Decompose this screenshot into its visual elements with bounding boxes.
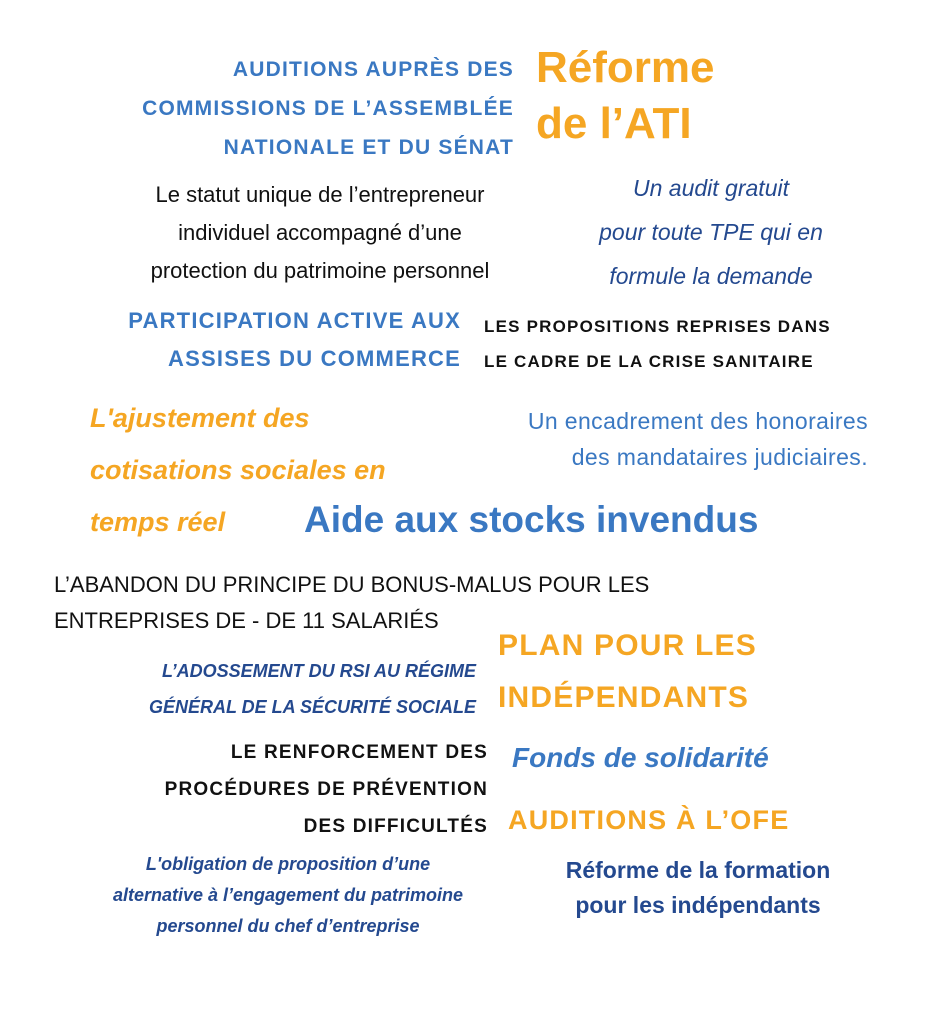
statut-unique-text <box>100 176 540 290</box>
renforcement-procedures-text <box>165 734 488 845</box>
text-line: formule la demande <box>609 263 813 289</box>
obligation-proposition-text <box>60 849 516 942</box>
text-line: ENTREPRISES DE - DE 11 SALARIÉS <box>54 608 439 633</box>
text-line: AUDITIONS AUPRÈS DES <box>232 58 514 81</box>
text-line: L’ABANDON DU PRINCIPE DU BONUS-MALUS POUR LES <box>54 572 650 597</box>
text-line: PROCÉDURES DE PRÉVENTION <box>164 779 488 800</box>
text-line: ASSISES DU COMMERCE <box>168 346 461 371</box>
adossement-rsi-text <box>149 653 476 725</box>
text-line: Le statut unique de l’entrepreneur <box>155 182 485 207</box>
text-line: Réforme <box>536 43 715 92</box>
propositions-crise-text <box>484 309 831 379</box>
text-line: GÉNÉRAL DE LA SÉCURITÉ SOCIALE <box>148 697 476 717</box>
aide-stocks-text: Aide aux stocks invendus <box>304 499 759 540</box>
text-line: NATIONALE ET DU SÉNAT <box>223 136 514 159</box>
text-line: alternative à l’engagement du patrimoine <box>112 885 464 905</box>
text-line: L'obligation de proposition d’une <box>145 854 431 874</box>
text-line: DES DIFFICULTÉS <box>303 816 488 837</box>
text-line: des mandataires judiciaires. <box>571 444 868 470</box>
text-line: L'ajustement des <box>90 403 310 433</box>
text-line: Réforme de la formation <box>565 857 831 883</box>
encadrement-honoraires-text <box>528 403 868 475</box>
text-line: de l’ATI <box>536 99 692 148</box>
reforme-formation-text <box>510 853 886 923</box>
text-line: personnel du chef d’entreprise <box>156 916 420 936</box>
text-line: PLAN POUR LES <box>498 629 757 662</box>
text-line: LE RENFORCEMENT DES <box>230 742 488 763</box>
text-line: individuel accompagné d’une <box>178 220 462 245</box>
auditions-ofe-text: AUDITIONS À L’OFE <box>508 805 790 835</box>
text-line: LE CADRE DE LA CRISE SANITAIRE <box>484 352 814 371</box>
fonds-solidarite-text: Fonds de solidarité <box>512 742 769 773</box>
text-line: L’ADOSSEMENT DU RSI AU RÉGIME <box>161 661 476 681</box>
text-line: temps réel <box>90 507 226 537</box>
text-line: PARTICIPATION ACTIVE AUX <box>128 308 461 333</box>
reforme-ati-text <box>536 40 715 152</box>
text-line: COMMISSIONS DE L’ASSEMBLÉE <box>142 97 514 120</box>
auditions-commissions-text <box>142 50 514 167</box>
text-line: Un encadrement des honoraires <box>527 408 868 434</box>
text-line: pour les indépendants <box>575 892 821 918</box>
text-line: INDÉPENDANTS <box>498 681 750 714</box>
text-line: Un audit gratuit <box>633 175 789 201</box>
audit-gratuit-text <box>548 166 874 298</box>
text-line: protection du patrimoine personnel <box>150 258 490 283</box>
text-line: cotisations sociales en <box>90 455 386 485</box>
text-line: LES PROPOSITIONS REPRISES DANS <box>484 317 831 336</box>
text-line: pour toute TPE qui en <box>599 219 823 245</box>
plan-independants-text <box>498 620 757 724</box>
assises-commerce-text <box>128 302 461 378</box>
